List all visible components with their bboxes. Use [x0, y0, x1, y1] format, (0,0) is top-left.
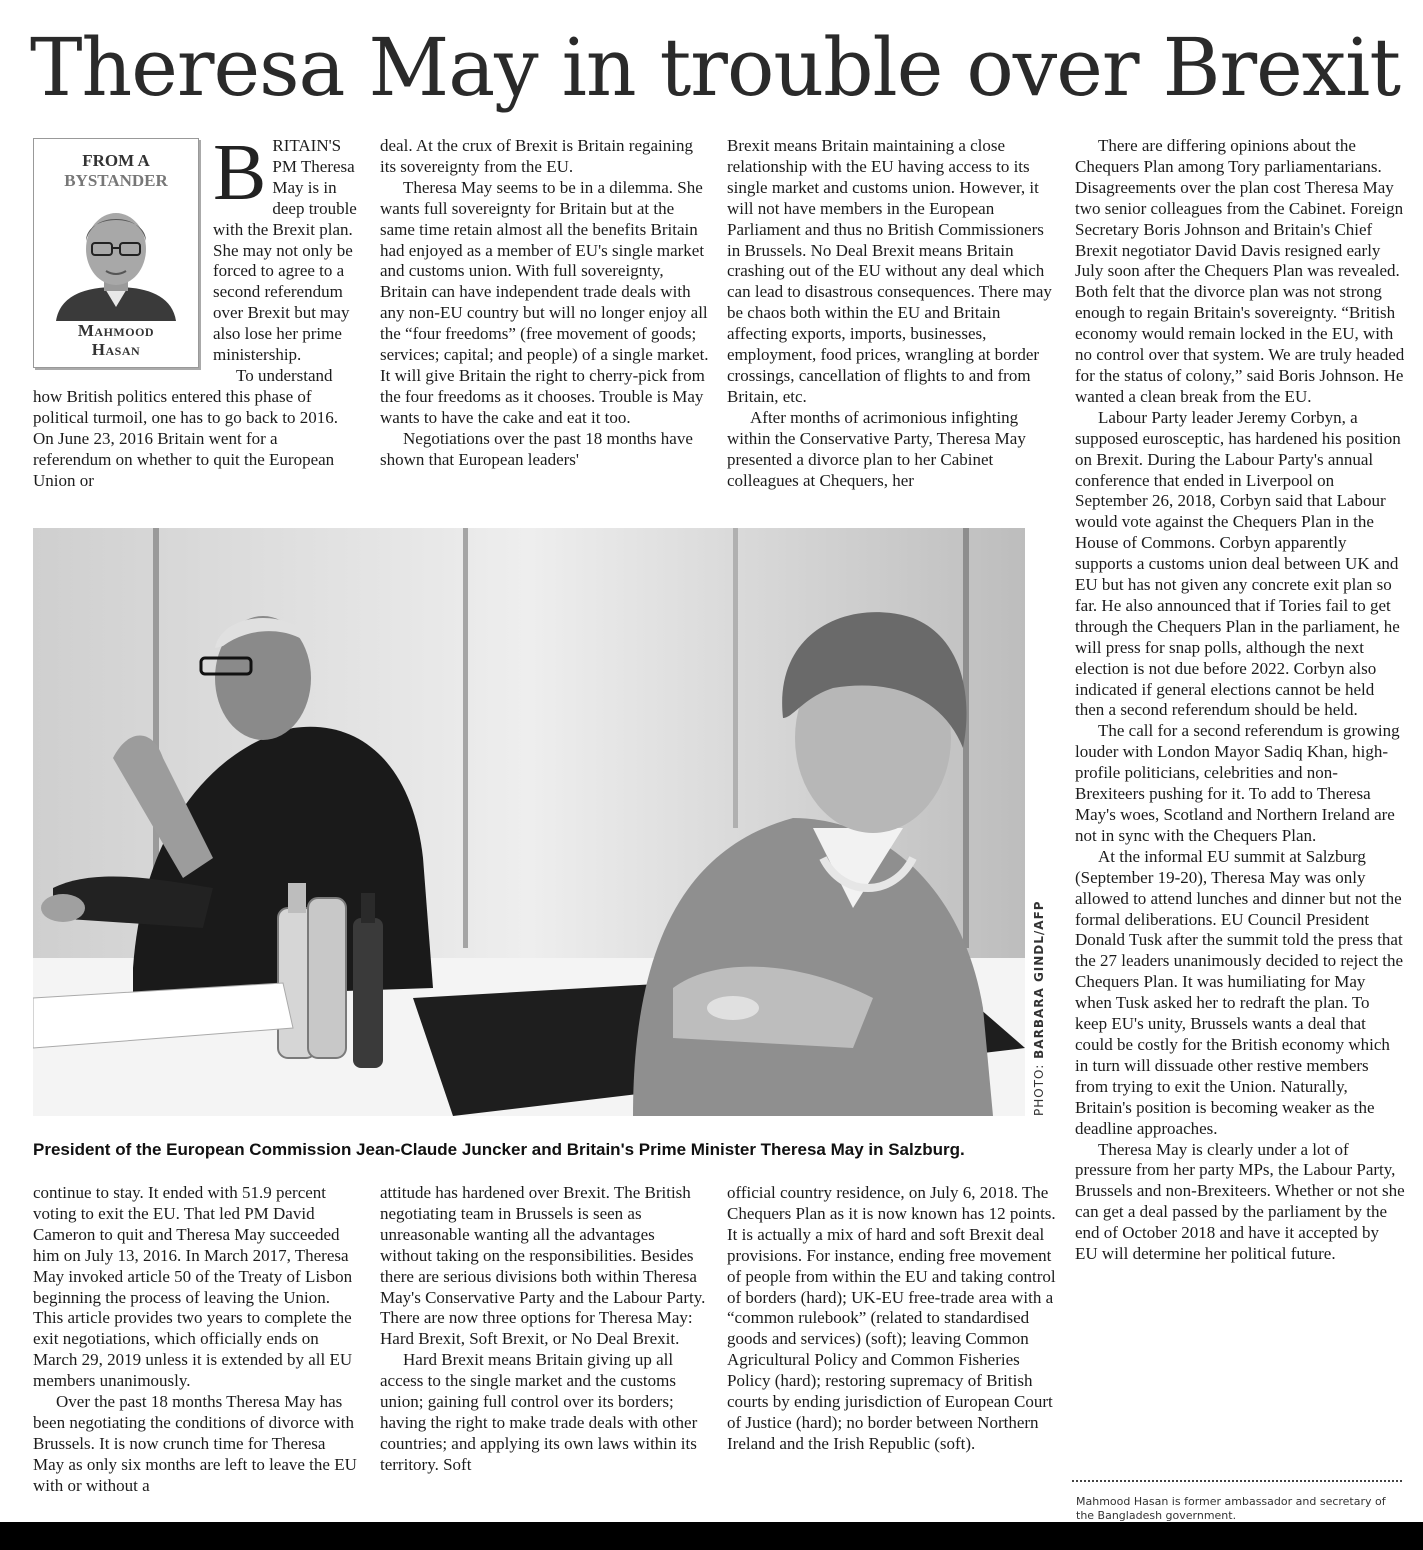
byline-box [33, 138, 199, 368]
column-4 [1075, 136, 1405, 1265]
dotted-divider [1072, 1480, 1402, 1482]
author-footnote: Mahmood Hasan is former ambassador and secretary of the Bangladesh government. [1076, 1495, 1386, 1522]
author-portrait-icon [46, 195, 186, 321]
photo-caption: President of the European Commission Jean-Claude Juncker and Britain's Prime Minister Theresa May in Salzburg. [33, 1140, 965, 1159]
column-2-top [380, 136, 710, 471]
column-2-bottom [380, 1183, 710, 1476]
byline-kicker [34, 151, 198, 191]
paragraph: At the informal EU summit at Salzburg (September 19-20), Theresa May was only allowed to attend lunches and dinner but not the formal deliberations. EU Council President Donald Tusk after the summit told the press that the 27 leaders unanimously decided to reject the Chequers Plan. It was humiliating for May when Tusk asked her to redraft the plan. To keep EU's unity, Brussels wants a deal that could be costly for the British economy which in turn will dissuade other restive members from trying to exit the Union. Naturally, Britain's position is becoming weaker as the deadline approaches. [1075, 846, 1404, 1138]
paragraph: Theresa May seems to be in a dilemma. She wants full sovereignty for Britain but at the same time retain almost all the benefits Britain had enjoyed as a member of EU's single market and customs union. With full sovereignty, Britain can have independent trade deals with any non-EU country but will no longer enjoy all the “four freedoms” (free movement of goods; services; capital; and people) of a single market. It will give Britain the right to cherry-pick from the four freedoms as it chooses. Trouble is May wants to have the cake and eat it too. [380, 177, 709, 427]
paragraph: deal. At the crux of Brexit is Britain regaining its sovereignty from the EU. [380, 136, 694, 176]
paragraph: There are differing opinions about the Chequers Plan among Tory parliamentarians. Disagreements over the plan cost Theresa May two senior colleagues from the Cabinet. Foreign Secretary Boris Johnson and Britain's Chief Brexit negotiator David Davis resigned early July soon after the Chequers Plan was revealed. Both felt that the divorce plan was not strong enough to regain Britain's sovereignty. “British economy would remain locked in the EU, with no control over that system. We are truly headed for the status of colony,” said Boris Johnson. He wanted a clean break from the EU. [1075, 136, 1405, 406]
headline: Theresa May in trouble over Brexit [30, 21, 1401, 114]
paragraph: Theresa May is clearly under a lot of pressure from her party MPs, the Labour Party, Brussels and non-Brexiteers. Whether or not she can get a deal passed by the parliament by the end of October 2018 and have it accepted by EU will determine her political future. [1075, 1139, 1405, 1264]
author-name-line-1: Mahmood [77, 321, 155, 340]
paragraph: attitude has hardened over Brexit. The British negotiating team in Brussels is seen as unreasonable wanting all the advantages without taking on the responsibilities. Besides there are serious divisions both within Theresa May's Conservative Party and the Labour Party. There are now three options for Theresa May: Hard Brexit, Soft Brexit, or No Deal Brexit. [380, 1183, 706, 1349]
paragraph: To understand how British politics entered this phase of political turmoil, one has to go back to 2016. On June 23, 2016 Britain went for a referendum on whether to quit the European Union or [33, 365, 339, 490]
paragraph: The call for a second referendum is growing louder with London Mayor Sadiq Khan, high-profile politicians, celebrities and non-Brexiteers pushing for it. To add to Theresa May's woes, Scotland and Northern Ireland are not in sync with the Chequers Plan. [1075, 721, 1400, 845]
photo-credit-name: BARBARA GINDL/AFP [1032, 900, 1046, 1059]
lead-text: RITAIN'S PM Theresa May is in deep trouble with the Brexit plan. She may not only be forced to agree to a second referendum over Brexit but may also lose her prime ministership. [213, 136, 357, 365]
drop-cap: B [213, 129, 267, 217]
paragraph: Negotiations over the past 18 months have shown that European leaders' [380, 428, 693, 469]
column-3-top [727, 136, 1057, 491]
photo-credit-prefix: PHOTO: [1032, 1058, 1046, 1116]
column-1-bottom [33, 1183, 358, 1497]
column-3-bottom [727, 1183, 1057, 1455]
column-1-top [33, 129, 358, 491]
paragraph: Hard Brexit means Britain giving up all access to the single market and the customs union; gaining full control over its borders; having the right to make trade deals with other countries; and applying its own laws within its territory. Soft [380, 1350, 698, 1474]
paragraph: continue to stay. It ended with 51.9 percent voting to exit the EU. That led PM David Cameron to quit and Theresa May succeeded him on July 13, 2016. In March 2017, Theresa May invoked article 50 of the Treaty of Lisbon beginning the process of leaving the Union. This article provides two years to complete the exit negotiations, which officially ends on March 29, 2019 unless it is extended by all EU members unanimously. [33, 1183, 353, 1391]
author-name [34, 321, 198, 359]
photo-illustration [33, 528, 1025, 1116]
photo-credit [1032, 900, 1058, 1116]
paragraph: Brexit means Britain maintaining a close relationship with the EU having access to its single market and customs union. However, it will not have members in the European Parliament and thus no British Commissioners in Brussels. No Deal Brexit means Britain crashing out of the EU without any deal which can lead to disastrous consequences. There may be chaos both within the EU and Britain affecting exports, imports, businesses, employment, food prices, wrangling at border crossings, cancellation of flights to and from Britain, etc. [727, 136, 1052, 406]
bottom-black-bar [0, 1522, 1423, 1550]
paragraph: official country residence, on July 6, 2018. The Chequers Plan as it is now known has 12 points. It is actually a mix of hard and soft Brexit deal provisions. For instance, ending free movement of people from within the EU and taking control of borders (hard); UK-EU free-trade area with a “common rulebook” (related to standardised goods and services) (soft); leaving Common Agricultural Policy and Common Fisheries Policy (hard); restoring supremacy of British courts by ending jurisdiction of European Court of Justice (hard); no border between Northern Ireland and the Irish Republic (soft). [727, 1183, 1056, 1453]
news-photo [33, 528, 1025, 1116]
paragraph: After months of acrimonious infighting within the Conservative Party, Theresa May presented a divorce plan to her Cabinet colleagues at Chequers, her [727, 407, 1026, 490]
kicker-line-2: BYSTANDER [64, 171, 168, 190]
paragraph: Labour Party leader Jeremy Corbyn, a supposed eurosceptic, has hardened his position on Brexit. During the Labour Party's annual conference that ended in Liverpool on September 26, 2018, Corbyn said that Labour would vote against the Chequers Plan in the House of Commons. Corbyn apparently supports a customs union deal between UK and EU but has not given any concrete exit plan so far. He also announced that if Tories fail to get through the Chequers Plan in the parliament, he will press for snap polls, although the next election is not due before 2022. Corbyn also indicated if general elections cannot be held then a second referendum should be held. [1075, 407, 1401, 720]
author-name-line-2: Hasan [91, 340, 141, 359]
kicker-line-1: FROM A [82, 151, 150, 170]
paragraph: Over the past 18 months Theresa May has been negotiating the conditions of divorce with Brussels. It is now crunch time for Theresa May as only six months are left to leave the EU with or without a [33, 1392, 357, 1495]
